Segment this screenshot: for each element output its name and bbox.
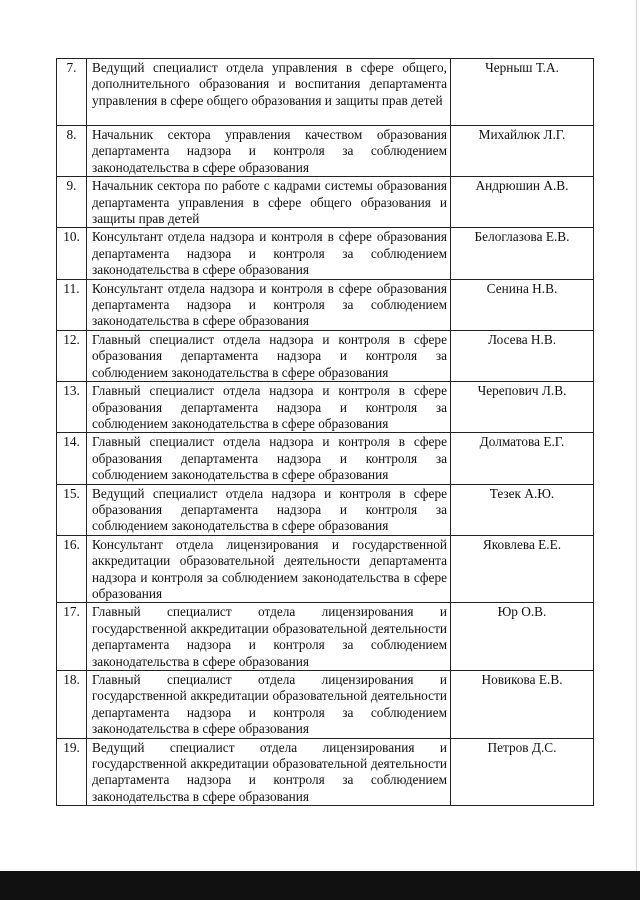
staff-table-body bbox=[57, 59, 594, 806]
row-number: 7. bbox=[66, 60, 77, 75]
name-cell bbox=[451, 177, 594, 228]
person-name: Андрюшин А.В. bbox=[475, 178, 569, 194]
position-cell bbox=[87, 433, 451, 484]
table-row bbox=[57, 126, 594, 177]
position-text: Начальник сектора управления качеством образования департамента надзора и контроля за соблюдением законодательства в сфере образования bbox=[92, 127, 447, 175]
table-row bbox=[57, 603, 594, 671]
row-number: 16. bbox=[63, 536, 80, 552]
person-name: Сенина Н.В. bbox=[486, 280, 558, 296]
row-number: 12. bbox=[63, 331, 80, 347]
name-cell bbox=[451, 330, 594, 381]
name-cell bbox=[451, 535, 594, 603]
row-number: 14. bbox=[63, 434, 80, 450]
row-number-cell bbox=[57, 433, 87, 484]
table-row bbox=[57, 484, 594, 535]
table-row bbox=[57, 671, 594, 739]
row-number: 18. bbox=[63, 672, 80, 687]
position-cell bbox=[87, 382, 451, 433]
position-text: Ведущий специалист отдела надзора и контроля в сфере образования департамента надзора и контроля за соблюдением законодательства в сфере образования bbox=[92, 485, 447, 534]
position-cell bbox=[87, 738, 451, 806]
person-name: Белоглазова Е.В. bbox=[474, 229, 570, 245]
position-cell bbox=[87, 484, 451, 535]
position-cell bbox=[87, 535, 451, 603]
row-number-cell bbox=[57, 484, 87, 535]
name-cell bbox=[451, 738, 594, 806]
position-text: Ведущий специалист отдела управления в сфере общего, дополнительного образования и воспитания департамента управления в сфере общего образования и защиты прав детей bbox=[92, 60, 447, 108]
position-cell bbox=[87, 228, 451, 279]
person-name: Тезек А.Ю. bbox=[489, 485, 555, 501]
row-number-cell bbox=[57, 535, 87, 603]
name-cell bbox=[451, 603, 594, 671]
name-cell bbox=[451, 433, 594, 484]
person-name: Черепович Л.В. bbox=[477, 383, 567, 399]
position-text: Консультант отдела надзора и контроля в сфере образования департамента надзора и контроля за соблюдением законодательства в сфере образования bbox=[92, 229, 447, 278]
name-cell bbox=[451, 382, 594, 433]
scan-edge-line bbox=[636, 0, 637, 871]
row-number-cell bbox=[57, 603, 87, 671]
row-number-cell bbox=[57, 382, 87, 433]
table-row bbox=[57, 59, 594, 126]
position-text: Ведущий специалист отдела лицензирования и государственной аккредитации образовательной деятельности департамента надзора и контроля за соблюдением законодательства в сфере образования bbox=[92, 739, 447, 804]
name-cell bbox=[451, 228, 594, 279]
position-text: Главный специалист отдела лицензирования и государственной аккредитации образовательной деятельности департамента надзора и контроля за соблюдением законодательства в сфере образования bbox=[92, 604, 447, 669]
person-name: Юр О.В. bbox=[497, 604, 547, 620]
staff-table bbox=[56, 58, 594, 806]
table-row bbox=[57, 535, 594, 603]
row-number-cell bbox=[57, 671, 87, 739]
table-row bbox=[57, 433, 594, 484]
position-cell bbox=[87, 279, 451, 330]
name-cell bbox=[451, 484, 594, 535]
position-text: Главный специалист отдела надзора и контроля в сфере образования департамента надзора и контроля за соблюдением законодательства в сфере образования bbox=[92, 331, 447, 380]
name-cell bbox=[451, 279, 594, 330]
name-cell bbox=[451, 126, 594, 177]
table-row bbox=[57, 177, 594, 228]
table-row bbox=[57, 382, 594, 433]
row-number-cell bbox=[57, 279, 87, 330]
position-cell bbox=[87, 126, 451, 177]
row-number-cell bbox=[57, 177, 87, 228]
row-number: 17. bbox=[63, 604, 80, 620]
scan-bottom-bar bbox=[0, 871, 640, 900]
row-number-cell bbox=[57, 59, 87, 126]
row-number-cell bbox=[57, 126, 87, 177]
position-cell bbox=[87, 603, 451, 671]
position-text: Главный специалист отдела надзора и контроля в сфере образования департамента надзора и контроля за соблюдением законодательства в сфере образования bbox=[92, 434, 447, 483]
position-cell bbox=[87, 671, 451, 739]
position-text: Консультант отдела надзора и контроля в сфере образования департамента надзора и контроля за соблюдением законодательства в сфере образования bbox=[92, 280, 447, 329]
row-number: 11. bbox=[63, 280, 80, 296]
row-number: 15. bbox=[63, 485, 80, 501]
position-text: Консультант отдела лицензирования и государственной аккредитации образовательной деятельности департамента надзора и контроля за соблюдением законодательства в сфере образования bbox=[92, 536, 447, 601]
row-number: 10. bbox=[63, 229, 80, 245]
person-name: Михайлюк Л.Г. bbox=[478, 127, 566, 142]
row-number-cell bbox=[57, 738, 87, 806]
row-number-cell bbox=[57, 228, 87, 279]
row-number-cell bbox=[57, 330, 87, 381]
person-name: Лосева Н.В. bbox=[487, 331, 557, 347]
name-cell bbox=[451, 671, 594, 739]
row-number: 9. bbox=[66, 178, 77, 194]
position-cell bbox=[87, 177, 451, 228]
row-number: 13. bbox=[63, 383, 80, 399]
position-text: Главный специалист отдела надзора и контроля в сфере образования департамента надзора и контроля за соблюдением законодательства в сфере образования bbox=[92, 383, 447, 431]
person-name: Петров Д.С. bbox=[487, 739, 557, 755]
position-cell bbox=[87, 330, 451, 381]
person-name: Яковлева Е.Е. bbox=[482, 536, 562, 552]
table-row bbox=[57, 228, 594, 279]
person-name: Долматова Е.Г. bbox=[479, 434, 565, 450]
table-row bbox=[57, 738, 594, 806]
table-row bbox=[57, 279, 594, 330]
person-name: Новикова Е.В. bbox=[481, 672, 563, 687]
position-text: Главный специалист отдела лицензирования и государственной аккредитации образовательной деятельности департамента надзора и контроля за соблюдением законодательства в сфере образования bbox=[92, 672, 447, 737]
person-name: Черныш Т.А. bbox=[485, 60, 559, 75]
table-row bbox=[57, 330, 594, 381]
name-cell bbox=[451, 59, 594, 126]
position-text: Начальник сектора по работе с кадрами системы образования департамента управления в сфере общего образования и защиты прав детей bbox=[92, 178, 447, 227]
row-number: 8. bbox=[66, 127, 77, 142]
row-number: 19. bbox=[63, 739, 80, 755]
position-cell bbox=[87, 59, 451, 126]
